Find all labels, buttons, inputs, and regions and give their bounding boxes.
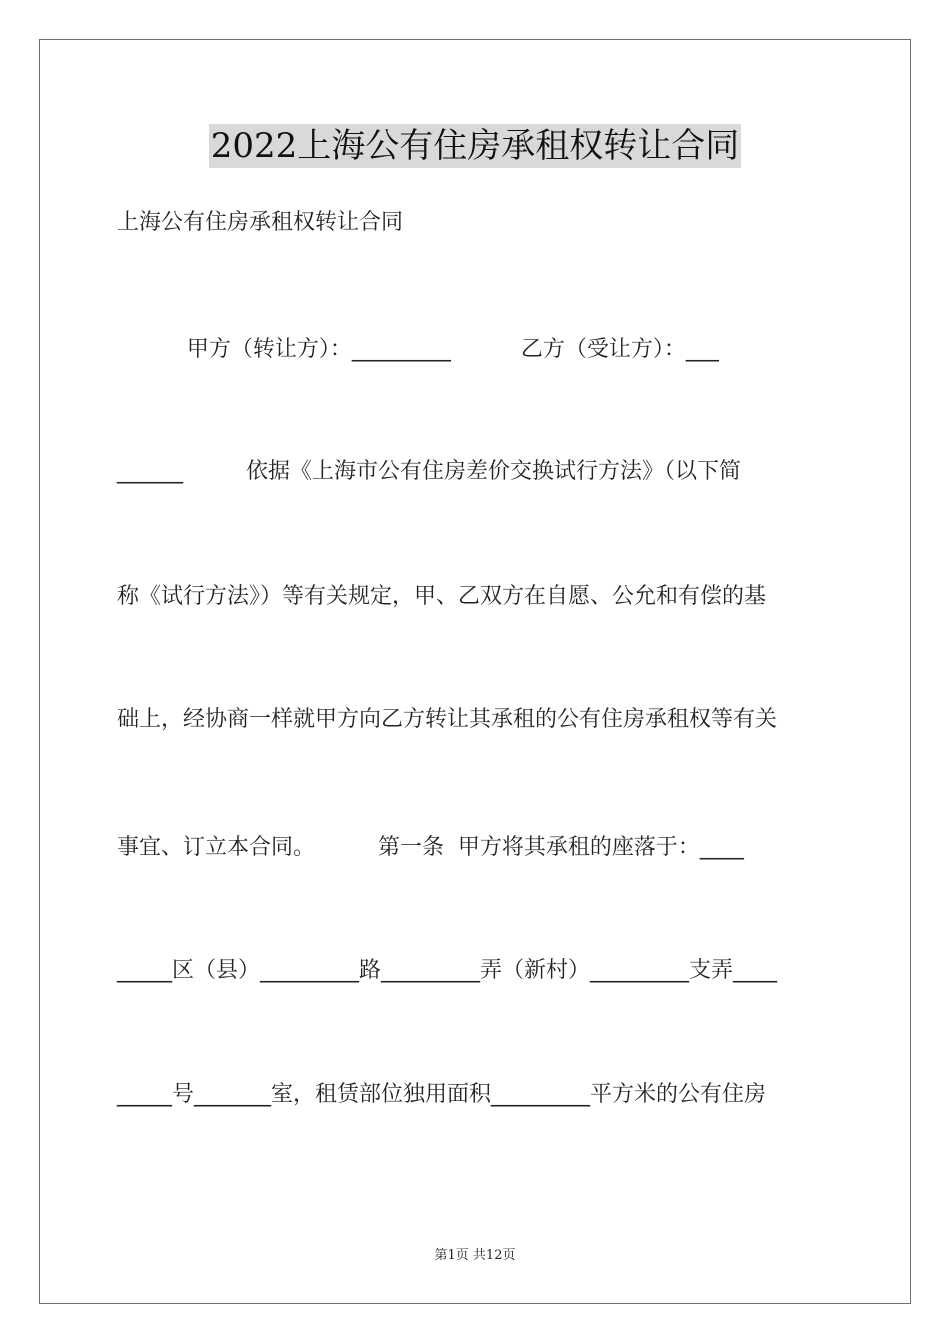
document-title: 2022上海公有住房承租权转让合同 — [210, 126, 740, 166]
body-line-2: ______ 依据《上海市公有住房差价交换试行方法》（以下简 — [117, 459, 741, 484]
page-footer: 第1页 共12页 — [434, 1248, 516, 1263]
body-line-4: 础上，经协商一样就甲方向乙方转让其承租的公有住房承租权等有关 — [117, 707, 778, 732]
body-line-3: 称《试行方法》）等有关规定，甲、乙双方在自愿、公允和有偿的基 — [117, 584, 767, 609]
body-line-1: 甲方（转让方）：_________ 乙方（受让方）：___ — [117, 337, 719, 362]
body-line-6: _____区（县）_________路_________弄（新村）_________支弄____ — [117, 958, 778, 983]
title-container — [0, 124, 950, 168]
body-line-5: 事宜、订立本合同。 第一条 甲方将其承租的座落于：____ — [117, 835, 744, 860]
document-subtitle: 上海公有住房承租权转让合同 — [117, 210, 404, 235]
body-line-7: _____号_______室，租赁部位独用面积_________平方米的公有住房 — [117, 1082, 767, 1107]
